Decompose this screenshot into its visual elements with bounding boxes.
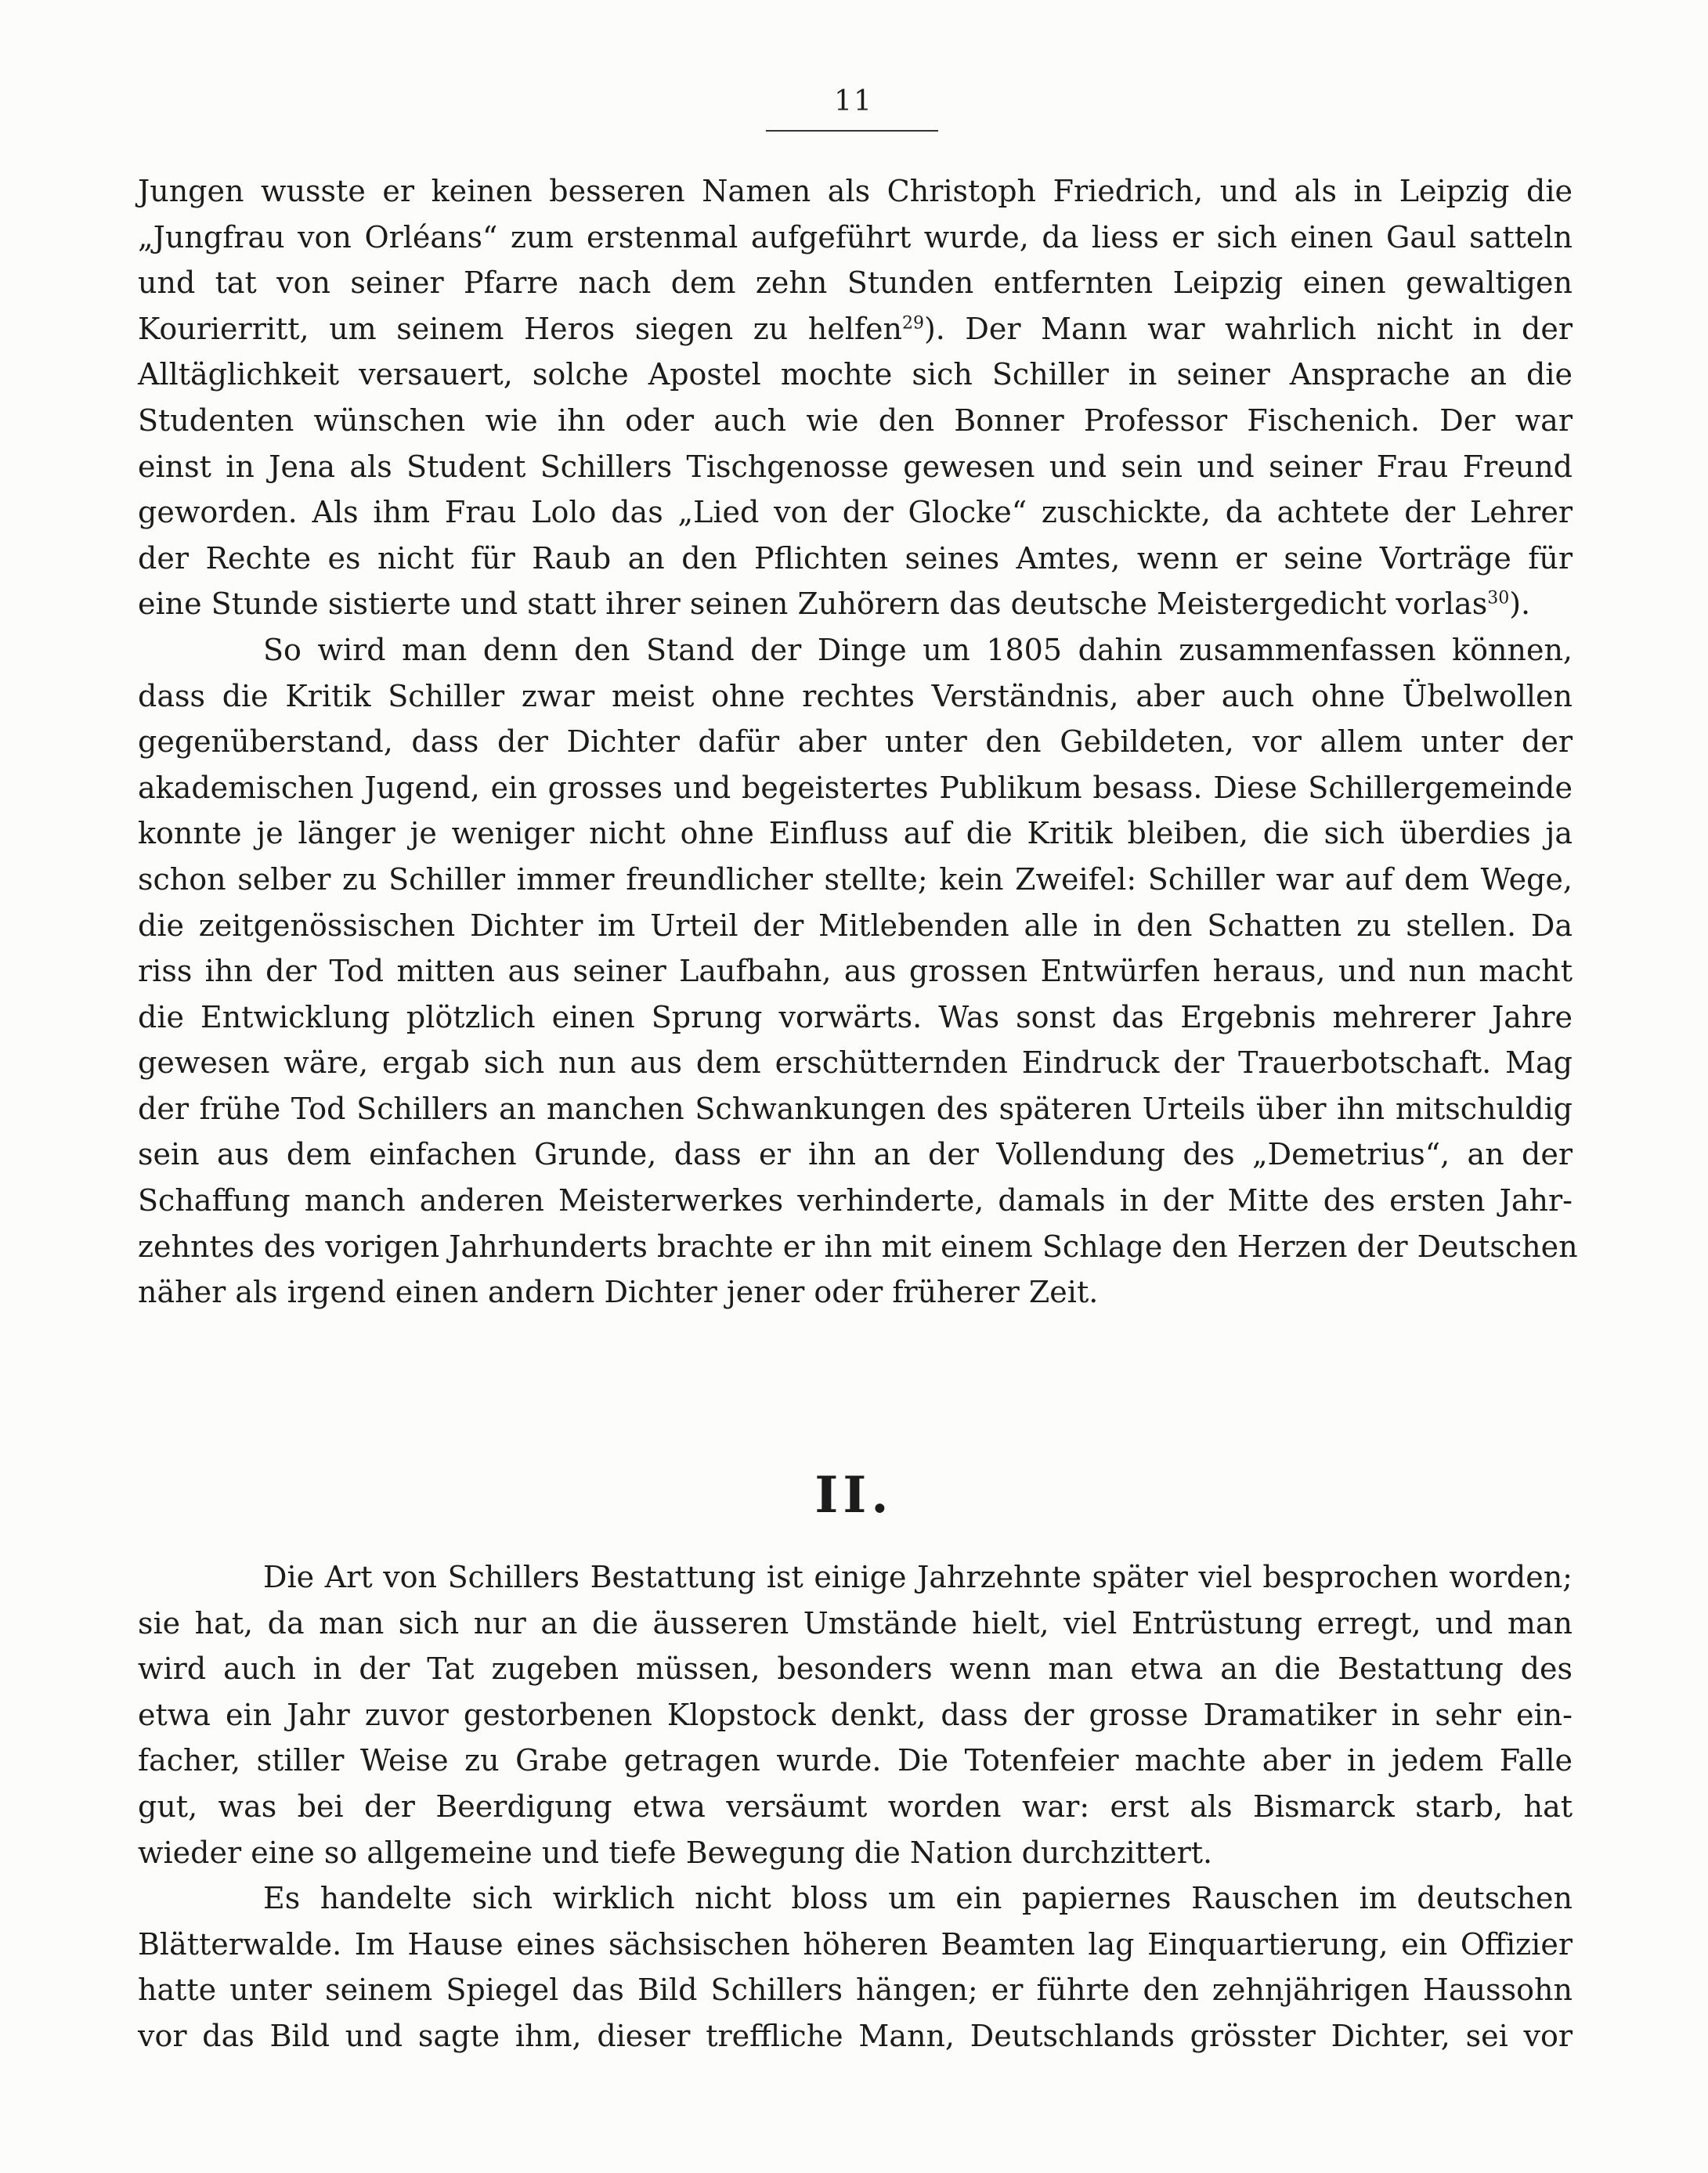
section-heading: II.: [814, 1466, 894, 1525]
text-line: wird auch in der Tat zugeben müssen, besonders wenn man etwa an die Bestattung des: [138, 1651, 1573, 1687]
text-line: riss ihn der Tod mitten aus seiner Laufbahn, aus grossen Entwürfen heraus, und nun macht: [138, 954, 1573, 989]
text-line: gewesen wäre, ergab sich nun aus dem erschütternden Eindruck der Trauerbotschaft. Mag: [138, 1045, 1573, 1081]
text-line: sie hat, da man sich nur an die äusseren Umstände hielt, viel Entrüstung erregt, und man: [138, 1605, 1573, 1641]
text-line: Jungen wusste er keinen besseren Namen als Christoph Friedrich, und als in Leipzig die: [138, 174, 1573, 208]
text-line: sein aus dem einfachen Grunde, dass er ihn an der Vollendung des „Demetrius“, an der: [138, 1137, 1573, 1172]
header-rule: [766, 130, 938, 132]
text-line: Blätterwalde. Im Hause eines sächsischen höheren Beamten lag Einquartierung, ein Offizier: [138, 1926, 1573, 1962]
text-line: die zeitgenössischen Dichter im Urteil der Mitlebenden alle in den Schatten zu stellen. Da: [138, 908, 1573, 943]
text-line: gegenüberstand, dass der Dichter dafür aber unter den Gebildeten, vor allem unter der: [138, 724, 1573, 760]
text-line: näher als irgend einen andern Dichter jener oder früherer Zeit.: [138, 1275, 1099, 1310]
footnote-marker-29: 29: [901, 313, 924, 334]
text-line: So wird man denn den Stand der Dinge um 1805 dahin zusammenfassen können,: [263, 632, 1573, 667]
text-fragment: ). Der Mann war wahrlich nicht in der: [923, 311, 1573, 346]
text-line: einst in Jena als Student Schillers Tischgenosse gewesen und sein und seiner Frau Freund: [138, 449, 1573, 484]
text-line: die Entwicklung plötzlich einen Sprung vorwärts. Was sonst das Ergebnis mehrerer Jahre: [138, 999, 1573, 1034]
text-line: Alltäglichkeit versauert, solche Apostel mochte sich Schiller in seiner Ansprache an die: [138, 357, 1573, 392]
page-number: 11: [834, 85, 873, 117]
text-line: Die Art von Schillers Bestattung ist einige Jahrzehnte später viel besprochen worden;: [263, 1560, 1573, 1594]
text-line: akademischen Jugend, ein grosses und begeistertes Publikum besass. Diese Schillergemeinde: [138, 770, 1573, 805]
footnote-marker-30: 30: [1487, 588, 1510, 608]
text-line: gut, was bei der Beerdigung etwa versäumt worden war: erst als Bismarck starb, hat: [138, 1789, 1573, 1824]
section-two-text: [138, 1554, 1573, 2059]
text-line: „Jungfrau von Orléans“ zum erstenmal aufgeführt wurde, da liess er sich einen Gaul satteln: [138, 219, 1573, 254]
text-line: vor das Bild und sagte ihm, dieser treffliche Mann, Deutschlands grösster Dichter, sei vor: [138, 2018, 1573, 2053]
text-line: und tat von seiner Pfarre nach dem zehn Stunden entfernten Leipzig einen gewaltigen: [138, 265, 1573, 301]
text-fragment: ).: [1509, 587, 1531, 622]
text-line: hatte unter seinem Spiegel das Bild Schillers hängen; er führte den zehnjährigen Haussohn: [138, 1973, 1573, 2008]
text-line: etwa ein Jahr zuvor gestorbenen Klopstock denkt, dass der grosse Dramatiker in sehr ein-: [138, 1697, 1573, 1732]
text-line: Schaffung manch anderen Meisterwerkes verhinderte, damals in der Mitte des ersten Jahr-: [138, 1183, 1573, 1218]
text-line: facher, stiller Weise zu Grabe getragen wurde. Die Totenfeier machte aber in jedem Falle: [138, 1743, 1573, 1778]
text-line: schon selber zu Schiller immer freundlicher stellte; kein Zweifel: Schiller war auf dem Wege,: [138, 861, 1573, 897]
text-line: Studenten wünschen wie ihn oder auch wie den Bonner Professor Fischenich. Der war: [138, 402, 1573, 438]
text-line: zehntes des vorigen Jahrhunderts brachte er ihn mit einem Schlage den Herzen der Deutschen: [138, 1229, 1578, 1264]
text-line: der Rechte es nicht für Raub an den Pflichten seines Amtes, wenn er seine Vorträge für: [138, 540, 1573, 576]
text-line: der frühe Tod Schillers an manchen Schwankungen des späteren Urteils über ihn mitschuldig: [138, 1091, 1573, 1126]
text-fragment: Kourierritt, um seinem Heros siegen zu helfen: [138, 311, 902, 346]
text-line: konnte je länger je weniger nicht ohne Einfluss auf die Kritik bleiben, die sich überdies ja: [138, 816, 1573, 851]
text-line: dass die Kritik Schiller zwar meist ohne rechtes Verständnis, aber auch ohne Übelwollen: [138, 678, 1573, 713]
text-line: Es handelte sich wirklich nicht bloss um ein papiernes Rauschen im deutschen: [263, 1881, 1573, 1916]
text-line-with-footnote: [138, 581, 1573, 627]
text-line-with-footnote: [138, 306, 1573, 352]
text-line: wieder eine so allgemeine und tiefe Bewegung die Nation durchzittert.: [138, 1835, 1213, 1870]
section-one-text: [138, 168, 1578, 1316]
text-line: geworden. Als ihm Frau Lolo das „Lied von der Glocke“ zuschickte, da achtete der Lehrer: [138, 495, 1573, 530]
text-fragment: eine Stunde sistierte und statt ihrer seinen Zuhörern das deutsche Meistergedicht vorlas: [138, 587, 1488, 622]
